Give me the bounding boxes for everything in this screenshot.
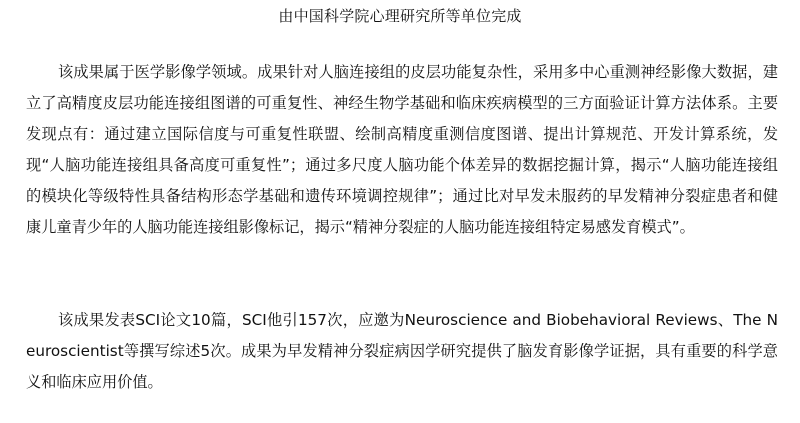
document-heading: 由中国科学院心理研究所等单位完成: [278, 7, 522, 25]
paragraph-summary: 该成果属于医学影像学领域。成果针对人脑连接组的皮层功能复杂性，采用多中心重测神经影像大数据，建立了高精度皮层功能连接组图谱的可重复性、神经生物学基础和临床疾病模型的三方面验证计算方法体系。主要发现点有：通过建立国际信度与可重复性联盟、绘制高精度重测信度图谱、提出计算规范、开发计算系统，发现“人脑功能连接组具备高度可重复性”；通过多尺度人脑功能个体差异的数据挖掘计算，揭示“人脑功能连接组的模块化等级特性具备结构形态学基础和遗传环境调控规律”；通过比对早发未服药的早发精神分裂症患者和健康儿童青少年的人脑功能连接组影像标记，揭示“精神分裂症的人脑功能连接组特定易感发育模式”。: [26, 63, 778, 236]
paragraph-publications: 该成果发表SCI论文10篇，SCI他引157次，应邀为Neuroscience and Biobehavioral Reviews、The Neuroscientist等撰写综述5次。成果为早发精神分裂症病因学研究提供了脑发育影像学证据，具有重要的科学意义和临床应用价值。: [26, 311, 778, 391]
